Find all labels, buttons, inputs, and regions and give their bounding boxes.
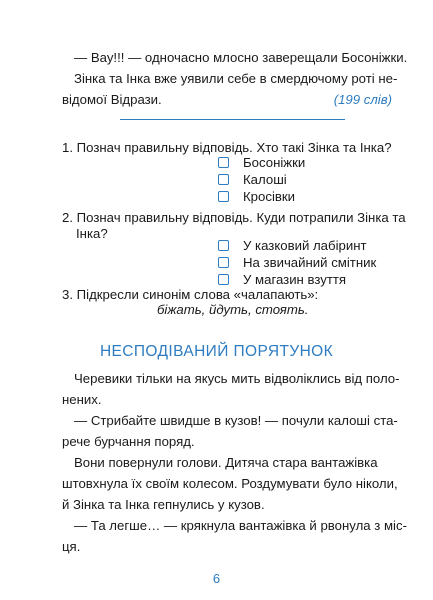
q1-option-2-label: Калоші [243, 172, 287, 187]
story-line: рече бурчання поряд. [62, 434, 195, 449]
section-title: НЕСПОДІВАНИЙ ПОРЯТУНОК [99, 343, 334, 360]
story-line: штовхнула їх своїм колесом. Роздумувати було ніколи, [62, 476, 398, 491]
question-2-line-1: 2. Познач правильну відповідь. Куди потрапили Зінка та [62, 210, 406, 225]
story-line: Вони повернули голови. Дитяча стара вантажівка [74, 455, 378, 470]
intro-line-2: Зінка та Інка вже уявили себе в смердючому роті не- [74, 71, 398, 86]
checkbox[interactable] [218, 257, 229, 268]
synonym-options: біжать, йдуть, стоять. [157, 302, 309, 317]
story-line: — Та легше… — крякнула вантажівка й рвонула з міс- [74, 518, 407, 533]
q2-option-1-label: У казковий лабіринт [243, 238, 367, 253]
checkbox[interactable] [218, 240, 229, 251]
question-3: 3. Підкресли синонім слова «чалапають»: [62, 287, 319, 302]
checkbox[interactable] [218, 174, 229, 185]
intro-paragraph [62, 47, 408, 110]
q1-option-3-label: Кросівки [243, 189, 296, 204]
checkbox[interactable] [218, 191, 229, 202]
story-line: — Стрибайте швидше в кузов! — почули калоші ста- [74, 413, 398, 428]
checkbox[interactable] [218, 157, 229, 168]
q1-option-2[interactable] [218, 171, 287, 188]
intro-line-1: — Вау!!! — одночасно млосно заверещали Босоніжки. [74, 50, 408, 65]
story-line: Черевики тільки на якусь мить відволіклись від поло- [74, 371, 400, 386]
story-line: й Зінка та Інка гепнулись у кузов. [62, 497, 265, 512]
q1-option-1[interactable] [218, 154, 305, 171]
q2-option-2-label: На звичайний смітник [243, 255, 377, 270]
q1-option-3[interactable] [218, 188, 295, 205]
story-line: ця. [62, 539, 81, 554]
intro-line-3-text: відомої Відрази. [62, 92, 162, 107]
intro-line-3 [62, 89, 392, 110]
page-number: 6 [212, 571, 221, 586]
story-line: нених. [62, 392, 102, 407]
section-divider [120, 119, 345, 120]
q2-option-3-label: У магазин взуття [243, 272, 347, 287]
q2-option-2[interactable] [218, 254, 376, 271]
q1-option-1-label: Босоніжки [243, 155, 306, 170]
story-paragraph [62, 368, 407, 557]
question-2-line-2: Інка? [76, 226, 108, 241]
q2-option-1[interactable] [218, 237, 367, 254]
question-1: 1. Познач правильну відповідь. Хто такі Зінка та Інка? [62, 140, 392, 155]
word-count: (199 слів) [333, 92, 392, 107]
